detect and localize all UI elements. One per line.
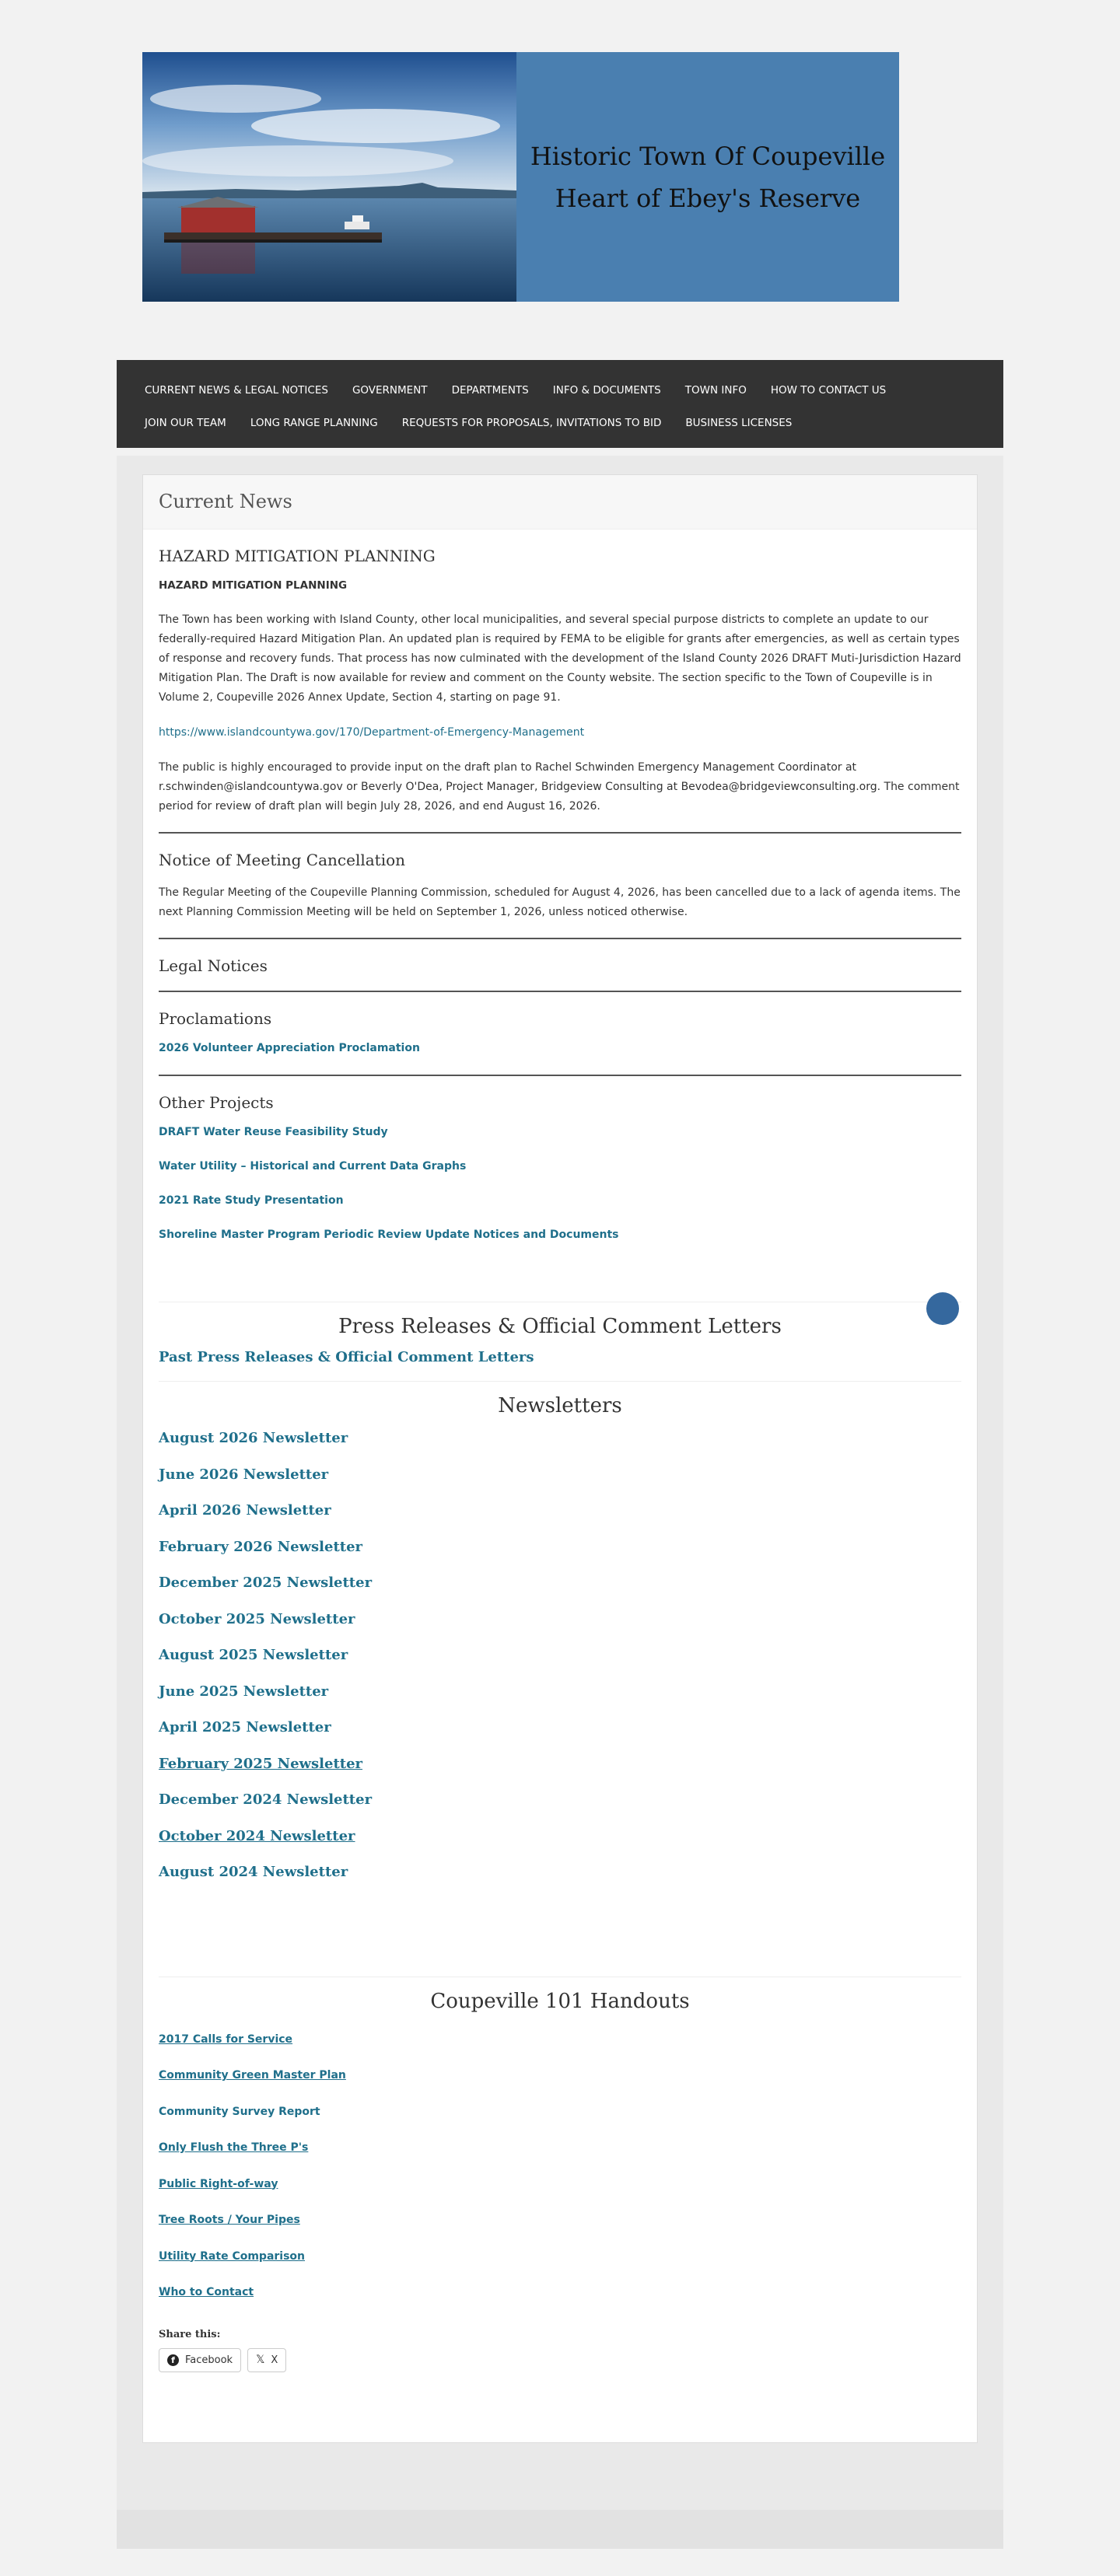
- main-nav-row-2: [134, 407, 986, 439]
- project-link-shoreline[interactable]: Shoreline Master Program Periodic Review Update Notices and Documents: [159, 1229, 619, 1241]
- newsletter-link[interactable]: August 2024 Newsletter: [159, 1864, 348, 1880]
- legal-notices-title: Legal Notices: [159, 956, 268, 975]
- newsletter-link[interactable]: August 2026 Newsletter: [159, 1430, 348, 1446]
- main-nav: [117, 360, 1003, 448]
- newsletter-link[interactable]: February 2025 Newsletter: [159, 1755, 363, 1772]
- site-title[interactable]: [516, 52, 899, 302]
- handout-link[interactable]: Only Flush the Three P's: [159, 2141, 309, 2154]
- section-divider: [159, 938, 961, 939]
- share-label: Share this:: [159, 2328, 221, 2340]
- nav-item-join-team[interactable]: JOIN OUR TEAM: [145, 417, 226, 429]
- hazard-title: HAZARD MITIGATION PLANNING: [159, 547, 436, 565]
- handout-link[interactable]: Community Survey Report: [159, 2105, 320, 2118]
- handout-link[interactable]: 2017 Calls for Service: [159, 2032, 293, 2046]
- site-title-line2: Heart of Ebey's Reserve: [555, 183, 861, 213]
- site-title-line1: Historic Town Of Coupeville: [530, 141, 886, 171]
- x-logo-icon: 𝕏: [256, 2354, 265, 2366]
- section-divider: [159, 832, 961, 834]
- handout-list: [159, 2032, 961, 2321]
- cancellation-text: The Regular Meeting of the Coupeville Planning Commission, scheduled for August 4, 2026, has been cancelled due to a lack of agenda items. The next Planning Commission Meeting will be held on September 1, 2026, unless noticed otherwise.: [159, 886, 961, 918]
- nav-item-town-info[interactable]: TOWN INFO: [684, 384, 747, 397]
- project-link-water-utility[interactable]: Water Utility – Historical and Current Data Graphs: [159, 1160, 467, 1173]
- press-releases-link[interactable]: Past Press Releases & Official Comment Letters: [159, 1349, 534, 1365]
- newsletter-link[interactable]: June 2025 Newsletter: [159, 1683, 329, 1700]
- nav-item-departments[interactable]: DEPARTMENTS: [451, 384, 529, 397]
- hazard-subtitle: HAZARD MITIGATION PLANNING: [159, 579, 348, 592]
- handout-link[interactable]: Tree Roots / Your Pipes: [159, 2214, 300, 2226]
- cancellation-title: Notice of Meeting Cancellation: [159, 851, 406, 869]
- newsletter-link[interactable]: October 2024 Newsletter: [159, 1827, 355, 1844]
- handout-link[interactable]: Utility Rate Comparison: [159, 2249, 306, 2263]
- share-facebook-button[interactable]: [159, 2348, 241, 2372]
- nav-item-current-news[interactable]: CURRENT NEWS & LEGAL NOTICES: [145, 384, 328, 397]
- share-buttons: [159, 2348, 961, 2372]
- newsletter-link[interactable]: June 2026 Newsletter: [159, 1466, 329, 1483]
- emergency-management-link[interactable]: https://www.islandcountywa.gov/170/Department-of-Emergency-Management: [159, 726, 585, 739]
- banner-photo-pier: [142, 52, 516, 302]
- newsletter-link[interactable]: February 2026 Newsletter: [159, 1538, 363, 1555]
- hazard-link-wrap: [159, 723, 961, 743]
- newsletter-link[interactable]: April 2026 Newsletter: [159, 1502, 331, 1519]
- nav-item-rfp[interactable]: REQUESTS FOR PROPOSALS, INVITATIONS TO BID: [401, 417, 662, 429]
- handouts-title: Coupeville 101 Handouts: [430, 1989, 690, 2013]
- main-nav-row-1: [134, 374, 986, 407]
- nav-item-info-documents[interactable]: INFO & DOCUMENTS: [552, 384, 661, 397]
- newsletters-title: Newsletters: [498, 1394, 622, 1417]
- press-title: Press Releases & Official Comment Letters: [338, 1315, 782, 1338]
- section-divider: [159, 1075, 961, 1076]
- footer-bar: [117, 2510, 1003, 2549]
- content-card: [142, 474, 978, 2443]
- newsletter-link[interactable]: December 2024 Newsletter: [159, 1791, 373, 1808]
- nav-item-government[interactable]: GOVERNMENT: [352, 384, 428, 397]
- proclamations-title: Proclamations: [159, 1009, 272, 1028]
- card-body: [143, 530, 977, 2386]
- other-projects-title: Other Projects: [159, 1093, 274, 1112]
- section-divider-thin: [159, 1381, 961, 1382]
- handout-link[interactable]: Who to Contact: [159, 2286, 254, 2298]
- project-link-water-reuse[interactable]: DRAFT Water Reuse Feasibility Study: [159, 1126, 388, 1138]
- current-news-heading: Current News: [159, 491, 292, 512]
- section-divider: [159, 991, 961, 992]
- handout-link[interactable]: Public Right-of-way: [159, 2177, 278, 2190]
- newsletter-link[interactable]: August 2025 Newsletter: [159, 1647, 348, 1663]
- handout-link[interactable]: Community Green Master Plan: [159, 2069, 346, 2081]
- project-link-rate-study[interactable]: 2021 Rate Study Presentation: [159, 1194, 344, 1207]
- share-x-button[interactable]: [247, 2348, 286, 2372]
- facebook-icon: f: [167, 2354, 179, 2366]
- hazard-paragraph-1: The Town has been working with Island County, other local municipalities, and several special purpose districts to complete an update to our federally-required Hazard Mitigation Plan. An updated plan is required by FEMA to be eligible for grants after emergencies, as well as certain types of response and recovery funds. That process has now culminated with the development of the Island County 2026 DRAFT Muti-Jurisdiction Hazard Mitigation Plan. The Draft is now available for review and comment on the County website. The section specific to the Town of Coupeville is in Volume 2, Coupeville 2026 Annex Update, Section 4, starting on page 91.: [159, 613, 961, 704]
- site-banner[interactable]: [142, 52, 899, 302]
- newsletter-link[interactable]: April 2025 Newsletter: [159, 1719, 331, 1735]
- hazard-paragraph-2: The public is highly encouraged to provide input on the draft plan to Rachel Schwinden Emergency Management Coordinator at r.schwinden@islandcountywa.gov or Beverly O'Dea, Project Manager, Bridgeview Consulting at Bevodea@bridgeviewconsulting.org. The comment period for review of draft plan will begin July 28, 2026, and end August 16, 2026.: [159, 761, 960, 813]
- proclamation-link[interactable]: 2026 Volunteer Appreciation Proclamation: [159, 1042, 420, 1054]
- newsletter-link[interactable]: December 2025 Newsletter: [159, 1575, 373, 1591]
- scroll-to-top-button[interactable]: [926, 1292, 959, 1325]
- share-facebook-label: Facebook: [185, 2354, 233, 2366]
- nav-item-contact[interactable]: HOW TO CONTACT US: [770, 384, 887, 397]
- nav-item-long-range-planning[interactable]: LONG RANGE PLANNING: [250, 417, 378, 429]
- newsletter-list: [159, 1428, 961, 1899]
- newsletter-link[interactable]: October 2025 Newsletter: [159, 1610, 355, 1627]
- share-x-label: X: [271, 2354, 278, 2366]
- card-header: [143, 475, 977, 530]
- nav-item-business-licenses[interactable]: BUSINESS LICENSES: [685, 417, 793, 429]
